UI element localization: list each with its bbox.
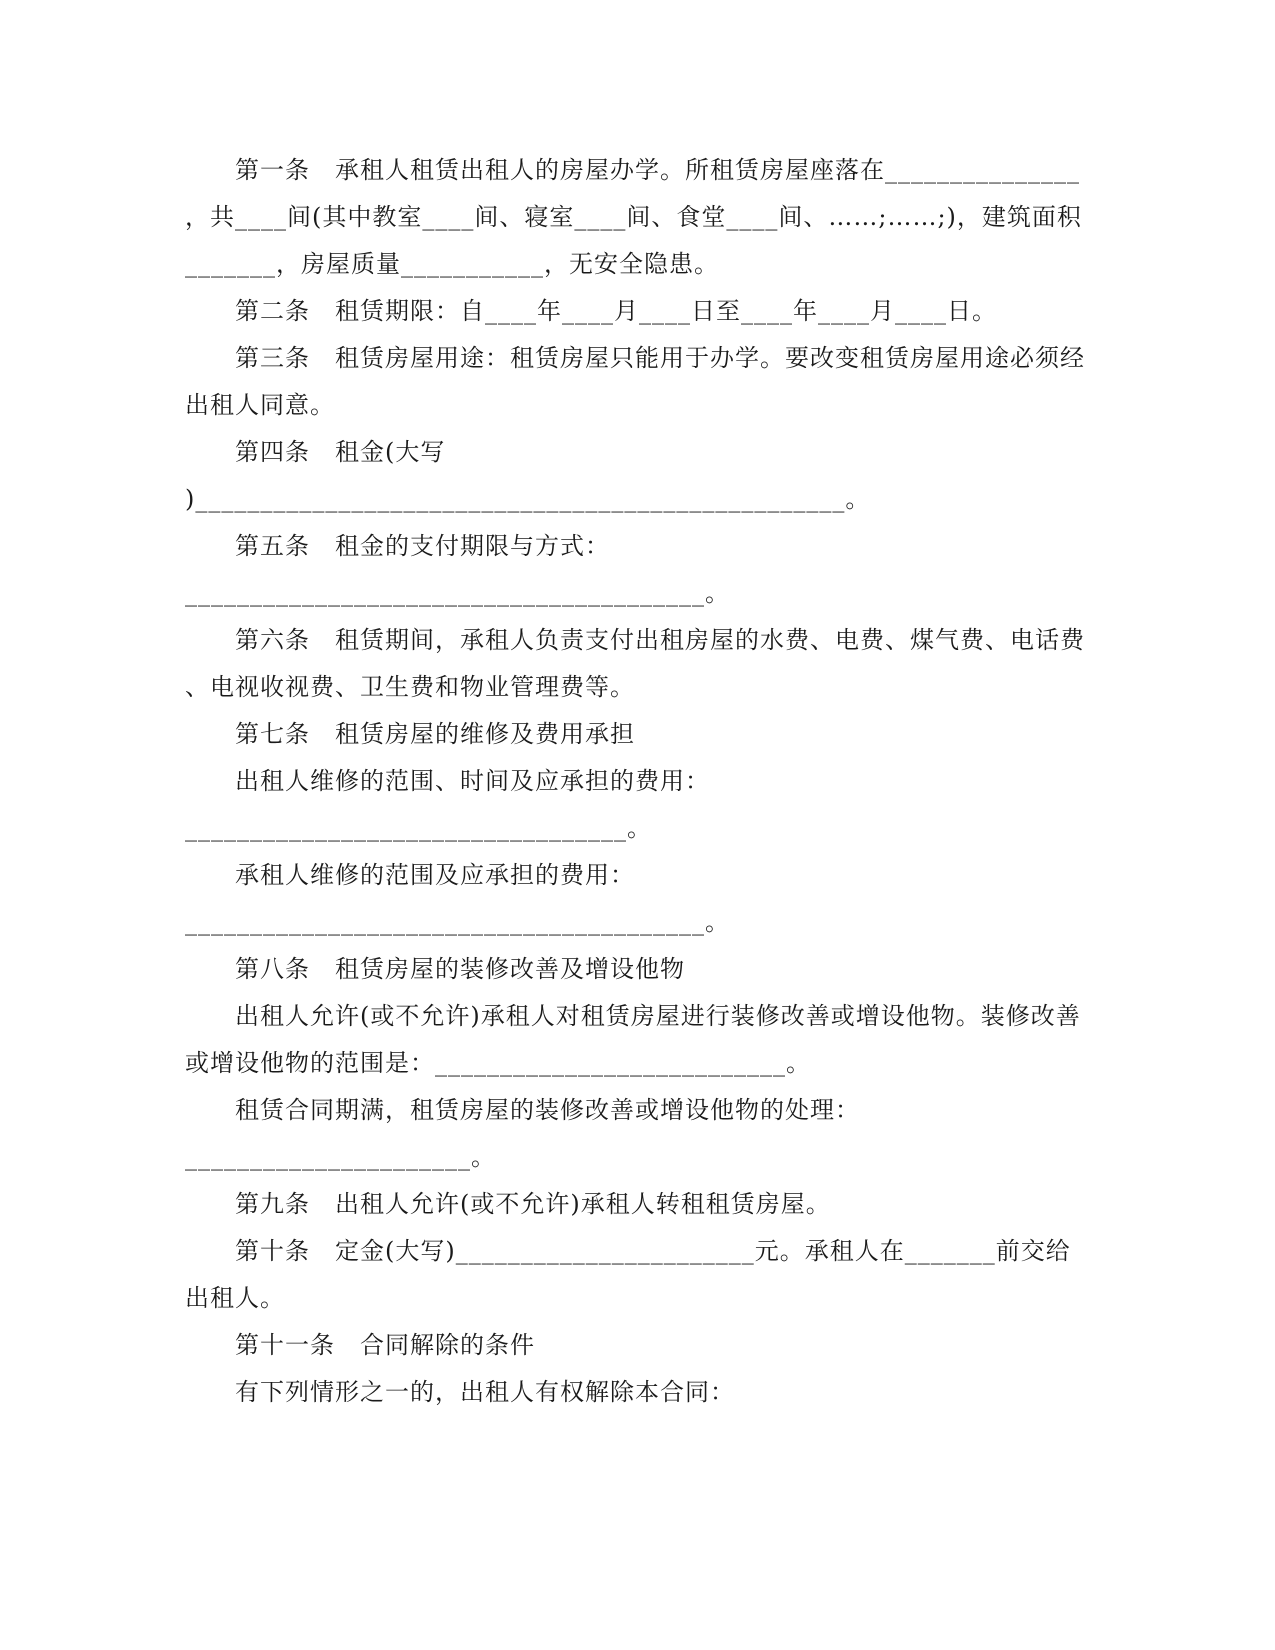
- article-7-heading: 第七条 租赁房屋的维修及费用承担: [235, 720, 635, 748]
- article-1-line-2: ，共____间(其中教室____间、寝室____间、食堂____间、……;……;)，建筑面积: [185, 203, 1082, 231]
- article-7-lessee-blank: ________________________________________。: [185, 908, 730, 936]
- article-4-line-2: )__________________________________________________。: [185, 485, 871, 513]
- article-10-line-2: 出租人。: [185, 1284, 285, 1312]
- article-2-line: 第二条 租赁期限：自____年____月____日至____年____月____日。: [235, 297, 997, 325]
- article-8-heading: 第八条 租赁房屋的装修改善及增设他物: [235, 955, 685, 983]
- article-3-line-1: 第三条 租赁房屋用途：租赁房屋只能用于办学。要改变租赁房屋用途必须经: [235, 344, 1085, 372]
- article-10-line-1: 第十条 定金(大写)_______________________元。承租人在_______前交给: [235, 1237, 1071, 1265]
- article-1-line-3: _______，房屋质量___________，无安全隐患。: [185, 250, 719, 278]
- article-5-line-2: ________________________________________。: [185, 579, 730, 607]
- article-3-line-2: 出租人同意。: [185, 391, 335, 419]
- article-11-line-1: 有下列情形之一的，出租人有权解除本合同：: [235, 1378, 735, 1406]
- article-5-line-1: 第五条 租金的支付期限与方式：: [235, 532, 610, 560]
- article-7-lessor-repair: 出租人维修的范围、时间及应承担的费用：: [235, 767, 710, 795]
- article-8-line-1: 出租人允许(或不允许)承租人对租赁房屋进行装修改善或增设他物。装修改善: [235, 1002, 1081, 1030]
- article-8-line-4: ______________________。: [185, 1143, 496, 1171]
- article-1-line-1: 第一条 承租人租赁出租人的房屋办学。所租赁房屋座落在_______________: [235, 156, 1080, 184]
- article-8-line-3: 租赁合同期满，租赁房屋的装修改善或增设他物的处理：: [235, 1096, 860, 1124]
- article-4-line-1: 第四条 租金(大写: [235, 438, 446, 466]
- article-6-line-1: 第六条 租赁期间，承租人负责支付出租房屋的水费、电费、煤气费、电话费: [235, 626, 1085, 654]
- article-9-line: 第九条 出租人允许(或不允许)承租人转租租赁房屋。: [235, 1190, 831, 1218]
- article-6-line-2: 、电视收视费、卫生费和物业管理费等。: [185, 673, 635, 701]
- article-8-line-2: 或增设他物的范围是：___________________________。: [185, 1049, 811, 1077]
- article-11-heading: 第十一条 合同解除的条件: [235, 1331, 535, 1359]
- article-7-lessor-blank: __________________________________。: [185, 814, 652, 842]
- article-7-lessee-repair: 承租人维修的范围及应承担的费用：: [235, 861, 635, 889]
